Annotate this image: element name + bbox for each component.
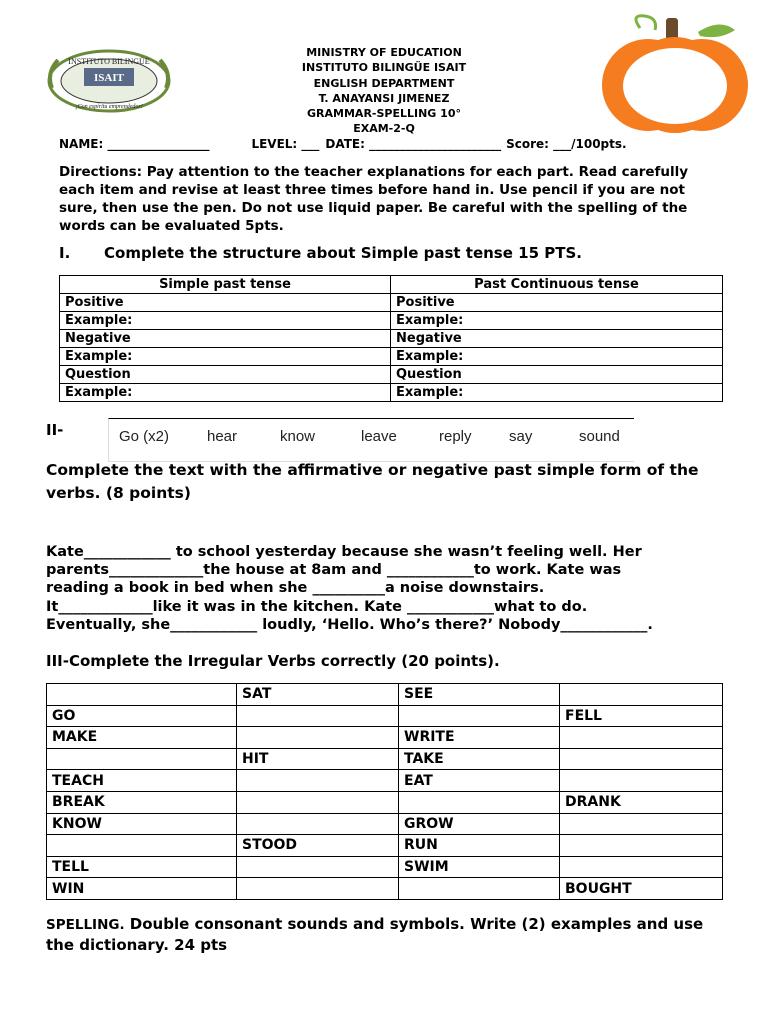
table-cell[interactable] [399, 878, 560, 900]
table-header: Simple past tense [60, 276, 391, 294]
verb-bank-item: Go (x2) [119, 428, 170, 445]
story-line: It_____________like it was in the kitchen. Kate ____________what to do. [46, 598, 588, 615]
table-row [47, 727, 723, 749]
header-line: ENGLISH DEPARTMENT [313, 76, 455, 90]
table-cell[interactable] [237, 727, 399, 749]
pumpkin-image [600, 10, 750, 135]
table-cell[interactable] [560, 770, 723, 792]
table-row [47, 791, 723, 813]
level-field[interactable]: LEVEL: ___ [251, 137, 320, 151]
table-header: Past Continuous tense [391, 276, 723, 294]
table-cell[interactable] [560, 813, 723, 835]
table-cell[interactable]: EAT [399, 770, 560, 792]
table-cell[interactable]: Example: [60, 312, 391, 330]
table-cell[interactable]: FELL [560, 705, 723, 727]
table-row [60, 366, 723, 384]
table-cell[interactable] [237, 856, 399, 878]
verb-bank-box [108, 418, 634, 462]
table-cell[interactable] [560, 748, 723, 770]
logo-text: INSTITUTO BILINGÜE [68, 57, 150, 66]
table-cell[interactable]: TELL [47, 856, 237, 878]
table-cell[interactable]: Question [60, 366, 391, 384]
table-cell[interactable]: Example: [60, 384, 391, 402]
table-row [60, 294, 723, 312]
table-cell[interactable]: STOOD [237, 835, 399, 857]
table-row [47, 770, 723, 792]
table-cell[interactable]: BREAK [47, 791, 237, 813]
section-1-title [59, 244, 582, 262]
header-line: MINISTRY OF EDUCATION [306, 46, 462, 59]
spelling-instructions: Double consonant sounds and symbols. Write (2) examples and use the dictionary. 24 pts [46, 915, 704, 954]
section-1-heading: Complete the structure about Simple past tense 15 PTS. [104, 244, 582, 262]
verb-bank-item: leave [361, 428, 397, 445]
table-cell[interactable]: TEACH [47, 770, 237, 792]
table-cell[interactable]: Example: [391, 384, 723, 402]
table-cell[interactable]: WRITE [399, 727, 560, 749]
table-cell[interactable] [47, 684, 237, 706]
table-cell[interactable]: SEE [399, 684, 560, 706]
table-row [47, 835, 723, 857]
story-line: Eventually, she____________ loudly, ‘Hello. Who’s there?’ Nobody____________. [46, 616, 653, 633]
table-cell[interactable]: SWIM [399, 856, 560, 878]
irregular-verbs-table [46, 683, 723, 900]
table-row [47, 684, 723, 706]
table-cell[interactable]: WIN [47, 878, 237, 900]
student-info-line [59, 137, 627, 151]
table-cell[interactable]: Question [391, 366, 723, 384]
school-logo [44, 48, 174, 114]
verb-bank-item: sound [579, 428, 620, 445]
table-cell[interactable] [237, 705, 399, 727]
section-3-title: III-Complete the Irregular Verbs correctly (20 points). [46, 652, 500, 670]
table-row [60, 384, 723, 402]
table-cell[interactable] [560, 684, 723, 706]
table-cell[interactable]: HIT [237, 748, 399, 770]
table-cell[interactable] [47, 835, 237, 857]
table-cell[interactable] [560, 856, 723, 878]
section-1-number: I. [59, 244, 71, 262]
table-cell[interactable]: GO [47, 705, 237, 727]
table-row [60, 330, 723, 348]
table-cell[interactable]: Example: [391, 312, 723, 330]
story-line: reading a book in bed when she __________a noise downstairs. [46, 580, 545, 597]
table-cell[interactable]: GROW [399, 813, 560, 835]
table-cell[interactable] [237, 813, 399, 835]
section-2-instructions: Complete the text with the affirmative or negative past simple form of the verbs. (8 points) [46, 461, 699, 502]
header-line: EXAM-2-Q [353, 122, 415, 136]
table-row [60, 348, 723, 366]
table-cell[interactable]: KNOW [47, 813, 237, 835]
spelling-lead: SPELLING. [46, 917, 125, 933]
table-cell[interactable]: Positive [60, 294, 391, 312]
table-cell[interactable]: RUN [399, 835, 560, 857]
table-cell[interactable] [237, 791, 399, 813]
story-line: Kate____________ to school yesterday because she wasn’t feeling well. Her [46, 544, 642, 560]
score-field: Score: ___/100pts. [506, 137, 627, 151]
table-row [60, 312, 723, 330]
table-row [47, 748, 723, 770]
table-cell[interactable] [560, 727, 723, 749]
verb-bank-item: hear [207, 428, 238, 445]
logo-motto: ¡Con espíritu emprendedor! [75, 104, 143, 110]
directions-text: Directions: Pay attention to the teacher explanations for each part. Read carefully each item and revise at least three times before hand in. Use pencil if you are not sure, then use the pen. Do not use liquid paper. Be careful with the spelling of the words can be evaluated 5pts. [59, 164, 689, 234]
verb-bank-item: reply [439, 428, 472, 445]
table-cell[interactable]: MAKE [47, 727, 237, 749]
verb-bank-item: say [509, 428, 533, 445]
name-field[interactable]: NAME: _________________ [59, 137, 210, 151]
story-line: parents_____________the house at 8am and ____________to work. Kate was [46, 562, 622, 579]
table-cell[interactable]: Positive [391, 294, 723, 312]
table-row [47, 813, 723, 835]
table-cell[interactable] [399, 705, 560, 727]
header-block [244, 45, 524, 137]
table-cell[interactable]: SAT [237, 684, 399, 706]
section-2-label: II- [46, 421, 64, 439]
table-cell[interactable] [237, 770, 399, 792]
story-text [46, 543, 736, 634]
spelling-section [46, 914, 726, 955]
table-row [47, 878, 723, 900]
table-cell[interactable]: Example: [391, 348, 723, 366]
svg-text:ISAIT: ISAIT [94, 72, 124, 84]
verb-bank-item: know [280, 428, 316, 445]
table-cell[interactable]: DRANK [560, 791, 723, 813]
header-line: T. ANAYANSI JIMENEZ [318, 91, 450, 105]
table-cell[interactable] [560, 835, 723, 857]
table-cell[interactable] [47, 748, 237, 770]
tense-structure-table [59, 275, 723, 402]
table-cell[interactable] [237, 878, 399, 900]
table-cell[interactable]: Negative [60, 330, 391, 348]
table-row [47, 856, 723, 878]
date-field[interactable]: DATE: ______________________ [325, 137, 502, 151]
header-line: GRAMMAR-SPELLING 10° [307, 107, 461, 121]
table-cell[interactable]: BOUGHT [560, 878, 723, 900]
table-cell[interactable]: TAKE [399, 748, 560, 770]
header-line: INSTITUTO BILINGÜE ISAIT [301, 61, 467, 75]
table-cell[interactable]: Negative [391, 330, 723, 348]
table-row [47, 705, 723, 727]
table-cell[interactable]: Example: [60, 348, 391, 366]
table-cell[interactable] [399, 791, 560, 813]
